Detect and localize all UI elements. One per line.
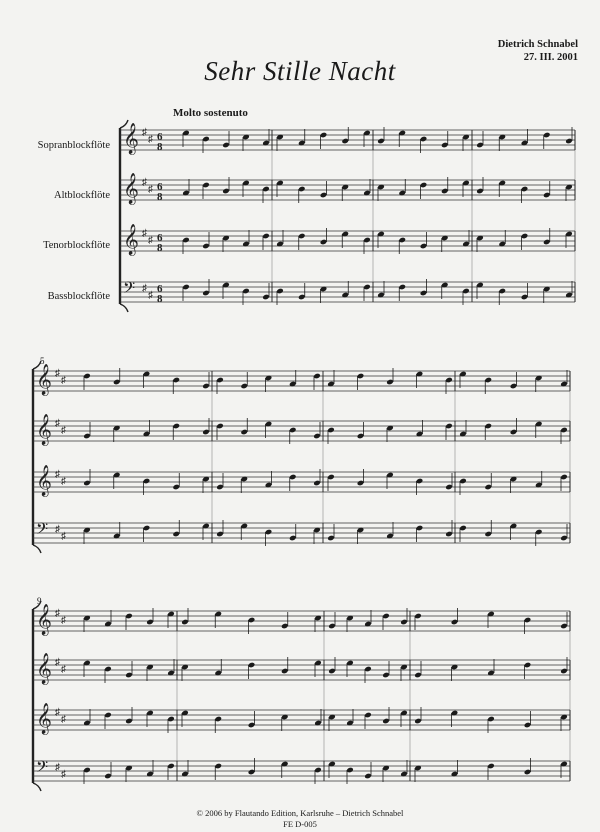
staff — [120, 223, 575, 256]
treble-clef: 𝄞 — [36, 604, 52, 635]
composition-date: 27. III. 2001 — [523, 52, 578, 63]
key-sharp: ♯ — [142, 228, 147, 239]
catalog-number: FE D-005 — [283, 819, 317, 829]
bass-clef: 𝄢 — [36, 520, 49, 542]
measure-number-system-2: 5 — [40, 356, 45, 366]
key-sharp: ♯ — [142, 177, 147, 188]
key-sharp: ♯ — [61, 664, 66, 675]
time-signature-top: 6 — [157, 181, 163, 193]
bracket-bottom — [33, 545, 41, 553]
time-signature-bottom: 8 — [157, 191, 163, 203]
instrument-label-bass: Bassblockflöte — [47, 291, 110, 302]
bracket-bottom — [33, 783, 41, 791]
key-sharp: ♯ — [61, 531, 66, 542]
composer-name: Dietrich Schnabel — [497, 39, 578, 50]
staff — [33, 464, 570, 497]
time-signature-top: 6 — [157, 232, 163, 244]
copyright-line: © 2006 by Flautando Edition, Karlsruhe – Dietrich Schnabel — [196, 808, 404, 818]
treble-clef: 𝄞 — [36, 414, 52, 445]
staff-system — [120, 120, 575, 312]
time-signature-bottom: 8 — [157, 293, 163, 305]
measure-number-system-3: 9 — [37, 596, 42, 606]
key-sharp: ♯ — [148, 290, 153, 301]
treble-clef: 𝄞 — [123, 123, 139, 154]
key-sharp: ♯ — [61, 425, 66, 436]
staff-systems — [33, 120, 575, 791]
key-sharp: ♯ — [55, 418, 60, 429]
treble-clef: 𝄞 — [123, 173, 139, 204]
staff — [33, 363, 570, 396]
staff — [33, 652, 570, 685]
instrument-label-tenor: Tenorblockflöte — [43, 240, 110, 251]
bass-clef: 𝄢 — [123, 279, 136, 301]
treble-clef: 𝄞 — [36, 703, 52, 734]
key-sharp: ♯ — [61, 615, 66, 626]
treble-clef: 𝄞 — [123, 224, 139, 255]
staff — [120, 172, 575, 205]
time-signature-top: 6 — [157, 283, 163, 295]
key-sharp: ♯ — [61, 375, 66, 386]
key-sharp: ♯ — [55, 608, 60, 619]
time-signature-top: 6 — [157, 131, 163, 143]
staff — [120, 279, 575, 305]
key-sharp: ♯ — [55, 469, 60, 480]
key-sharp: ♯ — [55, 657, 60, 668]
key-sharp: ♯ — [55, 524, 60, 535]
key-sharp: ♯ — [61, 714, 66, 725]
bass-clef: 𝄢 — [36, 758, 49, 780]
treble-clef: 𝄞 — [36, 653, 52, 684]
key-sharp: ♯ — [61, 769, 66, 780]
staff-system — [33, 601, 570, 791]
bracket-bottom — [120, 304, 128, 312]
treble-clef: 𝄞 — [36, 364, 52, 395]
staff — [33, 603, 570, 636]
key-sharp: ♯ — [148, 235, 153, 246]
key-sharp: ♯ — [142, 283, 147, 294]
staff — [33, 702, 570, 735]
instrument-label-alto: Altblockflöte — [54, 190, 110, 201]
instrument-label-soprano: Sopranblockflöte — [37, 140, 110, 151]
staff — [120, 122, 575, 155]
key-sharp: ♯ — [55, 368, 60, 379]
staff — [33, 413, 570, 446]
staff — [33, 520, 570, 546]
time-signature-bottom: 8 — [157, 242, 163, 254]
key-sharp: ♯ — [148, 134, 153, 145]
key-sharp: ♯ — [55, 707, 60, 718]
staff-system — [33, 361, 570, 553]
key-sharp: ♯ — [142, 127, 147, 138]
time-signature-bottom: 8 — [157, 141, 163, 153]
staff — [33, 758, 570, 784]
treble-clef: 𝄞 — [36, 465, 52, 496]
key-sharp: ♯ — [148, 184, 153, 195]
key-sharp: ♯ — [55, 762, 60, 773]
key-sharp: ♯ — [61, 476, 66, 487]
piece-title: Sehr Stille Nacht — [204, 56, 396, 86]
tempo-marking: Molto sostenuto — [173, 107, 248, 119]
